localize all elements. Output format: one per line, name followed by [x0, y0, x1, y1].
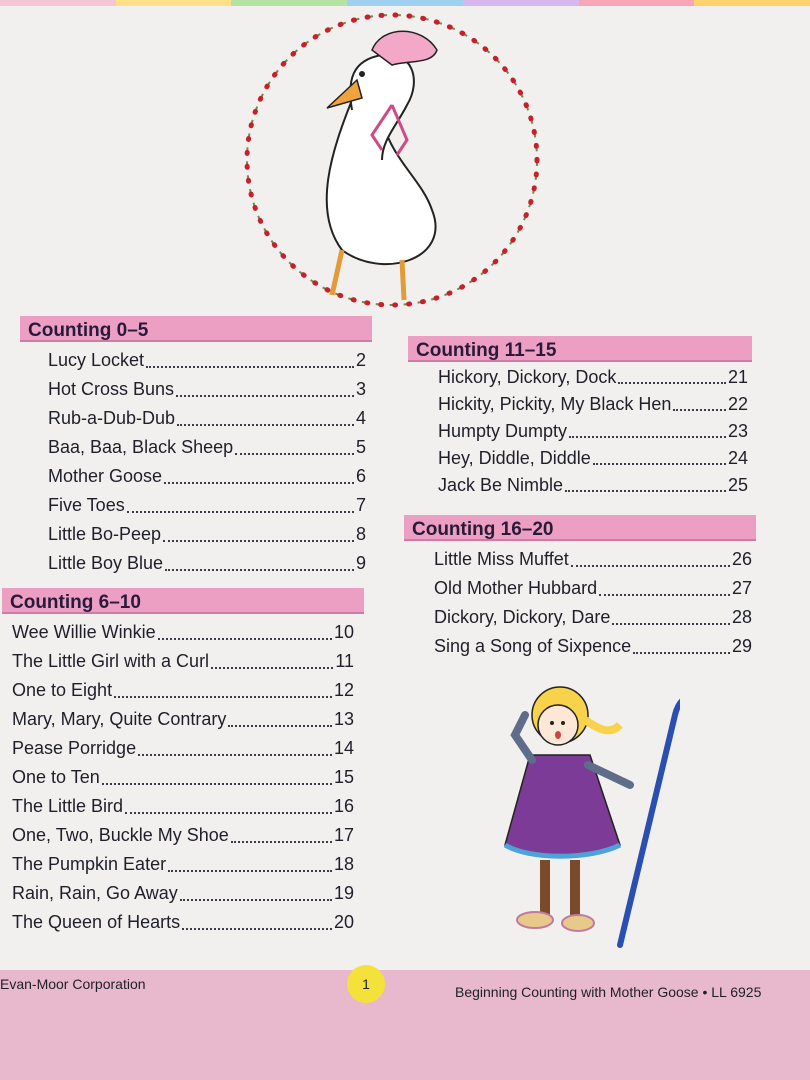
- entry-page: 3: [355, 379, 366, 399]
- entry-title: Old Mother Hubbard: [434, 578, 598, 598]
- page-number-badge: 1: [347, 965, 385, 1003]
- toc-entry[interactable]: [12, 618, 354, 647]
- entry-page: 25: [727, 475, 748, 495]
- entry-page: 16: [333, 796, 354, 816]
- strip-segment: [347, 0, 463, 6]
- toc-entry[interactable]: [438, 472, 748, 499]
- entry-title: Baa, Baa, Black Sheep: [48, 437, 234, 457]
- strip-segment: [579, 0, 695, 6]
- entry-title: The Little Bird: [12, 796, 124, 816]
- toc-entry[interactable]: [438, 445, 748, 472]
- toc-entry[interactable]: [48, 375, 366, 404]
- entry-title: Jack Be Nimble: [438, 475, 564, 495]
- strip-segment: [463, 0, 579, 6]
- toc-entry[interactable]: [438, 364, 748, 391]
- leader-dots: [176, 394, 354, 397]
- entry-page: 26: [731, 549, 752, 569]
- leader-dots: [138, 753, 332, 756]
- toc-entry[interactable]: [12, 908, 354, 937]
- section-counting-6-10: [2, 588, 364, 937]
- leader-dots: [125, 811, 332, 814]
- entry-page: 24: [727, 448, 748, 468]
- entry-title: The Pumpkin Eater: [12, 854, 167, 874]
- leader-dots: [565, 489, 726, 492]
- leader-dots: [114, 695, 332, 698]
- leader-dots: [571, 564, 730, 567]
- entry-title: One to Ten: [12, 767, 100, 787]
- leader-dots: [569, 435, 726, 438]
- entry-page: 14: [333, 738, 354, 758]
- leader-dots: [158, 637, 332, 640]
- entry-page: 22: [727, 394, 748, 414]
- entry-page: 5: [355, 437, 366, 457]
- section-heading: Counting 16–20: [404, 515, 756, 541]
- section-counting-11-15: [408, 336, 752, 499]
- entry-page: 15: [333, 767, 354, 787]
- leader-dots: [180, 898, 332, 901]
- toc-entry[interactable]: [48, 549, 366, 578]
- entry-title: Rub-a-Dub-Dub: [48, 408, 176, 428]
- leader-dots: [612, 622, 730, 625]
- leader-dots: [165, 568, 354, 571]
- leader-dots: [673, 408, 726, 411]
- entry-page: 10: [333, 622, 354, 642]
- entry-page: 20: [333, 912, 354, 932]
- entry-title: The Queen of Hearts: [12, 912, 181, 932]
- book-title: Beginning Counting with Mother Goose • LL 6925: [455, 984, 762, 1000]
- toc-entry[interactable]: [438, 391, 748, 418]
- toc-entry[interactable]: [12, 647, 354, 676]
- entry-title: Lucy Locket: [48, 350, 145, 370]
- entry-title: Hot Cross Buns: [48, 379, 175, 399]
- entry-title: One, Two, Buckle My Shoe: [12, 825, 229, 845]
- entry-page: 13: [333, 709, 354, 729]
- entry-title: Little Boy Blue: [48, 553, 164, 573]
- entry-page: 4: [355, 408, 366, 428]
- toc-entry[interactable]: [48, 491, 366, 520]
- entry-title: Mother Goose: [48, 466, 163, 486]
- toc-entry[interactable]: [48, 404, 366, 433]
- toc-entry[interactable]: [48, 462, 366, 491]
- leader-dots: [168, 869, 332, 872]
- entry-title: Dickory, Dickory, Dare: [434, 607, 611, 627]
- section-heading: Counting 11–15: [408, 336, 752, 362]
- toc-entry[interactable]: [434, 603, 752, 632]
- toc-entry[interactable]: [438, 418, 748, 445]
- toc-entry[interactable]: [12, 879, 354, 908]
- entry-title: Sing a Song of Sixpence: [434, 636, 632, 656]
- entry-title: Pease Porridge: [12, 738, 137, 758]
- toc-entry[interactable]: [12, 676, 354, 705]
- strip-segment: [0, 0, 116, 6]
- toc-entry[interactable]: [48, 520, 366, 549]
- entry-title: Five Toes: [48, 495, 125, 515]
- leader-dots: [235, 452, 354, 455]
- toc-entry[interactable]: [48, 433, 366, 462]
- entry-title: Rain, Rain, Go Away: [12, 883, 178, 903]
- little-bo-peep-illustration: [470, 675, 680, 955]
- section-counting-0-5: [20, 316, 372, 578]
- leader-dots: [211, 666, 333, 669]
- toc-entry[interactable]: [48, 346, 366, 375]
- entry-page: 6: [355, 466, 366, 486]
- entry-title: Humpty Dumpty: [438, 421, 568, 441]
- entry-page: 27: [731, 578, 752, 598]
- toc-entry[interactable]: [434, 632, 752, 661]
- leader-dots: [231, 840, 332, 843]
- entry-page: 12: [333, 680, 354, 700]
- leader-dots: [164, 481, 354, 484]
- section-heading: Counting 0–5: [20, 316, 372, 342]
- section-heading: Counting 6–10: [2, 588, 364, 614]
- toc-entry[interactable]: [12, 821, 354, 850]
- entry-page: 2: [355, 350, 366, 370]
- strip-segment: [694, 0, 810, 6]
- leader-dots: [593, 462, 726, 465]
- toc-entry[interactable]: [434, 574, 752, 603]
- leader-dots: [146, 365, 354, 368]
- top-color-strip: [0, 0, 810, 6]
- entry-title: Little Miss Muffet: [434, 549, 569, 569]
- entry-page: 19: [333, 883, 354, 903]
- entry-page: 8: [355, 524, 366, 544]
- leader-dots: [228, 724, 332, 727]
- entry-page: 23: [727, 421, 748, 441]
- entry-title: One to Eight: [12, 680, 113, 700]
- strip-segment: [231, 0, 347, 6]
- entry-page: 29: [731, 636, 752, 656]
- toc-entry[interactable]: [12, 763, 354, 792]
- entry-page: 18: [333, 854, 354, 874]
- entry-title: Hickory, Dickory, Dock: [438, 367, 617, 387]
- entry-page: 11: [335, 651, 354, 671]
- entry-page: 28: [731, 607, 752, 627]
- leader-dots: [127, 510, 354, 513]
- strip-segment: [116, 0, 232, 6]
- leader-dots: [102, 782, 332, 785]
- leader-dots: [182, 927, 332, 930]
- entry-title: Mary, Mary, Quite Contrary: [12, 709, 227, 729]
- toc-entry[interactable]: [12, 705, 354, 734]
- entry-page: 21: [727, 367, 748, 387]
- entry-title: The Little Girl with a Curl: [12, 651, 210, 671]
- publisher-name: Evan-Moor Corporation: [0, 976, 146, 992]
- leader-dots: [177, 423, 354, 426]
- entry-title: Wee Willie Winkie: [12, 622, 156, 642]
- section-counting-16-20: [404, 515, 756, 661]
- toc-entry[interactable]: [12, 792, 354, 821]
- entry-title: Little Bo-Peep: [48, 524, 162, 544]
- entry-title: Hickity, Pickity, My Black Hen: [438, 394, 672, 414]
- leader-dots: [599, 593, 730, 596]
- mother-goose-illustration: [232, 10, 552, 310]
- entry-page: 17: [333, 825, 354, 845]
- leader-dots: [618, 381, 726, 384]
- entry-page: 9: [355, 553, 366, 573]
- entry-title: Hey, Diddle, Diddle: [438, 448, 591, 468]
- toc-entry[interactable]: [434, 545, 752, 574]
- leader-dots: [633, 651, 730, 654]
- leader-dots: [163, 539, 354, 542]
- toc-entry[interactable]: [12, 850, 354, 879]
- toc-entry[interactable]: [12, 734, 354, 763]
- entry-page: 7: [355, 495, 366, 515]
